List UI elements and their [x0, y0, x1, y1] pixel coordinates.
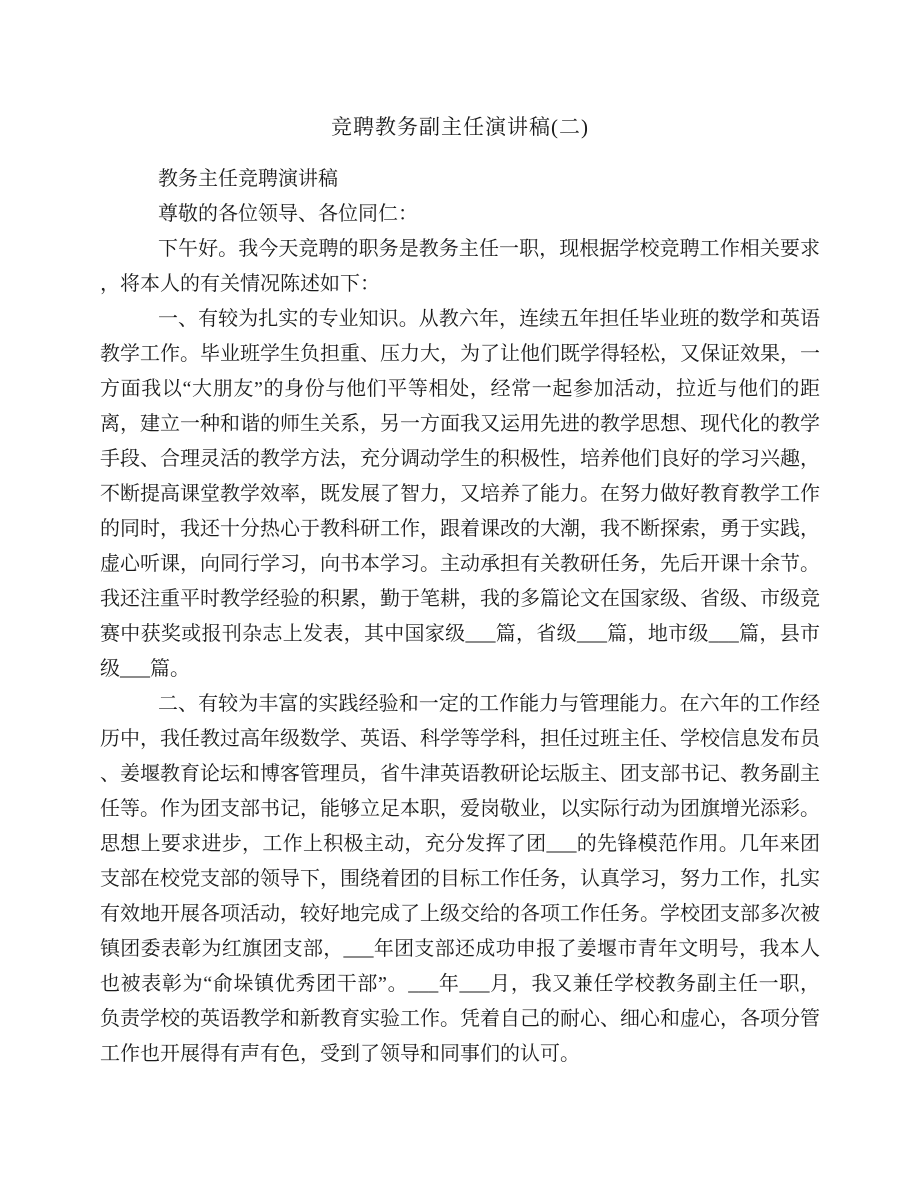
text-line: 思想上要求进步，工作上积极主动，充分发挥了团___的先锋模范作用。几年来团 [100, 833, 820, 855]
text-line: 虚心听课，向同行学习，向书本学习。主动承担有关教研任务，先后开课十余节。 [100, 553, 820, 575]
text-line: 级___篇。 [100, 658, 190, 680]
paragraph-subtitle [100, 162, 820, 197]
text-line: 工作也开展得有声有色，受到了领导和同事们的认可。 [100, 1043, 580, 1065]
text-line: 教务主任竞聘演讲稿 [158, 168, 338, 190]
paragraph-section-1 [100, 302, 820, 687]
text-line: 赛中获奖或报刊杂志上发表，其中国家级___篇，省级___篇，地市级___篇，县市 [100, 623, 820, 645]
paragraph-salutation [100, 197, 820, 232]
text-line: 二、有较为丰富的实践经验和一定的工作能力与管理能力。在六年的工作经 [158, 693, 820, 715]
document-body [100, 162, 820, 1072]
text-line: 任等。作为团支部书记，能够立足本职，爱岗敬业，以实际行动为团旗增光添彩。 [100, 798, 820, 820]
text-line: 不断提高课堂教学效率，既发展了智力，又培养了能力。在努力做好教育教学工作 [100, 483, 820, 505]
text-line: 历中，我任教过高年级数学、英语、科学等学科，担任过班主任、学校信息发布员 [100, 728, 820, 750]
text-line: 尊敬的各位领导、各位同仁： [158, 203, 418, 225]
paragraph-section-2 [100, 687, 820, 1072]
text-line: 的同时，我还十分热心于教科研工作，跟着课改的大潮，我不断探索，勇于实践， [100, 518, 820, 540]
text-line: 我还注重平时教学经验的积累，勤于笔耕，我的多篇论文在国家级、省级、市级竞 [100, 588, 820, 610]
text-line: 手段、合理灵活的教学方法，充分调动学生的积极性，培养他们良好的学习兴趣， [100, 448, 820, 470]
text-line: 教学工作。毕业班学生负担重、压力大，为了让他们既学得轻松，又保证效果，一 [100, 343, 820, 365]
text-line: 离，建立一种和谐的师生关系，另一方面我又运用先进的教学思想、现代化的教学 [100, 413, 820, 435]
text-line: 方面我以“大朋友”的身份与他们平等相处，经常一起参加活动，拉近与他们的距 [100, 378, 820, 400]
text-line: 下午好。我今天竞聘的职务是教务主任一职，现根据学校竞聘工作相关要求 [158, 238, 820, 260]
text-line: 有效地开展各项活动，较好地完成了上级交给的各项工作任务。学校团支部多次被 [100, 903, 820, 925]
text-line: 一、有较为扎实的专业知识。从教六年，连续五年担任毕业班的数学和英语 [158, 308, 820, 330]
paragraph-intro [100, 232, 820, 302]
text-line: 支部在校党支部的领导下，围绕着团的目标工作任务，认真学习，努力工作，扎实 [100, 868, 820, 890]
text-line: 、姜堰教育论坛和博客管理员，省牛津英语教研论坛版主、团支部书记、教务副主 [100, 763, 820, 785]
text-line: 负责学校的英语教学和新教育实验工作。凭着自己的耐心、细心和虚心，各项分管 [100, 1008, 820, 1030]
text-line: 也被表彰为“俞垛镇优秀团干部”。___年___月，我又兼任学校教务副主任一职， [100, 973, 820, 995]
document-title: 竞聘教务副主任演讲稿(二) [331, 115, 589, 139]
text-line: 镇团委表彰为红旗团支部，___年团支部还成功申报了姜堰市青年文明号，我本人 [100, 938, 820, 960]
text-line: ，将本人的有关情况陈述如下： [100, 273, 380, 295]
